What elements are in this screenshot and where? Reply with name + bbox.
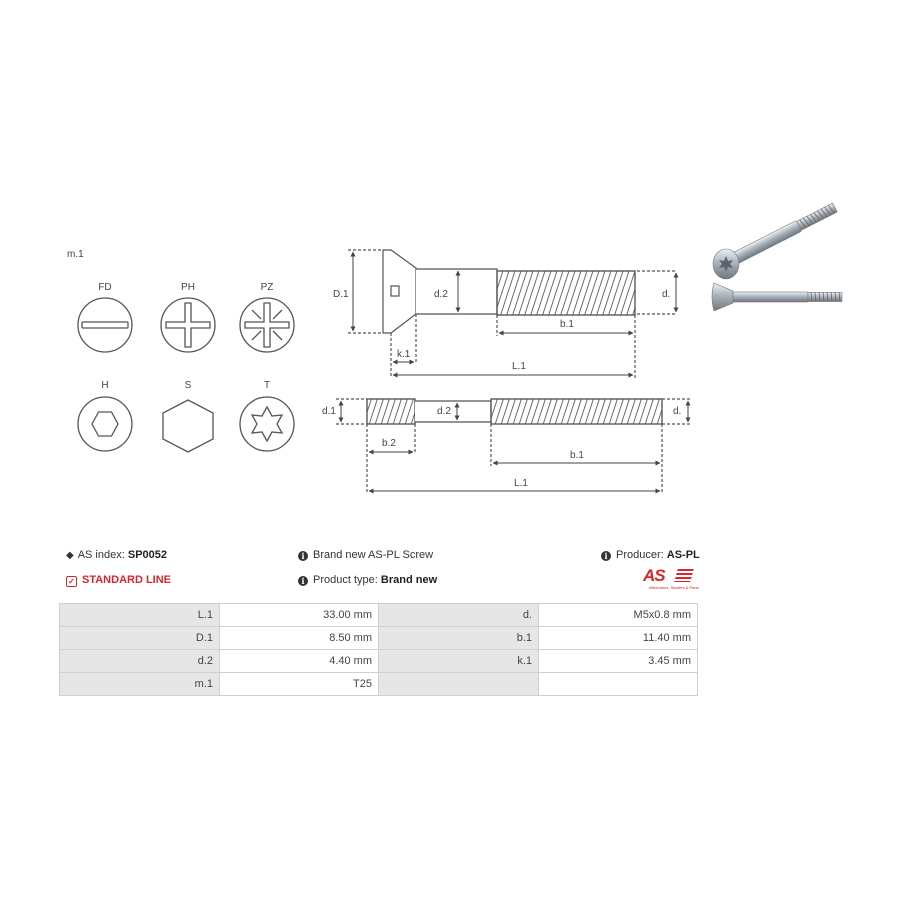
dim-label-L1: L.1	[512, 361, 526, 372]
dim-label-d2-stud: d.2	[437, 406, 451, 417]
dim-label-d: d.	[662, 289, 671, 300]
spec-label: d.2	[60, 650, 220, 673]
table-row	[60, 673, 698, 696]
spec-value: 11.40 mm	[539, 627, 698, 650]
head-type-label-pz: PZ	[260, 282, 274, 293]
table-row	[60, 604, 698, 627]
torx-head-icon	[240, 397, 294, 451]
spec-value: 4.40 mm	[220, 650, 379, 673]
dim-label-b1-stud: b.1	[570, 450, 584, 461]
spec-label: D.1	[60, 627, 220, 650]
spec-label: m.1	[60, 673, 220, 696]
hex-socket-head-icon	[78, 397, 132, 451]
producer: i Producer: AS-PL	[601, 549, 700, 561]
spec-value: 8.50 mm	[220, 627, 379, 650]
product-photo	[712, 202, 842, 311]
spec-label: d.	[379, 604, 539, 627]
spec-value	[539, 673, 698, 696]
product-type: i Product type: Brand new	[298, 574, 437, 586]
spec-value: T25	[220, 673, 379, 696]
check-square-icon: ✓	[66, 576, 77, 587]
as-index-value: SP0052	[127, 549, 168, 561]
dim-label-d1: d.1	[322, 406, 336, 417]
product-line: ✓ STANDARD LINE	[66, 574, 171, 587]
spec-label: b.1	[379, 627, 539, 650]
as-pl-logo: AS Alternators, Starters & Parts	[643, 566, 699, 590]
tags-icon: ◆	[66, 550, 74, 561]
info-icon: i	[298, 576, 308, 586]
phillips-head-icon	[161, 298, 215, 352]
spec-label: L.1	[60, 604, 220, 627]
pozidriv-head-icon	[240, 298, 294, 352]
as-index: ◆ AS index: SP0052	[66, 549, 168, 561]
info-icon: i	[601, 551, 611, 561]
dim-label-L1-stud: L.1	[514, 478, 528, 489]
dim-label-D1: D.1	[333, 289, 349, 300]
head-type-label-h: H	[101, 380, 109, 391]
dim-label-d-stud: d.	[673, 406, 682, 417]
dim-label-b1: b.1	[560, 319, 574, 330]
spec-label	[379, 673, 539, 696]
slotted-head-icon	[78, 298, 132, 352]
table-row	[60, 627, 698, 650]
spec-label: k.1	[379, 650, 539, 673]
head-type-label-fd: FD	[98, 282, 112, 293]
head-types-title: m.1	[67, 249, 84, 260]
description: i Brand new AS-PL Screw	[298, 549, 433, 561]
spec-value: M5x0.8 mm	[539, 604, 698, 627]
dim-label-k1: k.1	[397, 349, 411, 360]
head-type-label-s: S	[184, 380, 192, 391]
product-type-value: Brand new	[380, 574, 438, 586]
info-icon: i	[298, 551, 308, 561]
producer-value: AS-PL	[666, 549, 700, 561]
spec-value: 33.00 mm	[220, 604, 379, 627]
dim-label-b2: b.2	[382, 438, 396, 449]
spec-table	[59, 603, 698, 696]
logo-stripes-icon	[674, 569, 693, 582]
head-type-label-t: T	[263, 380, 271, 391]
head-type-label-ph: PH	[181, 282, 195, 293]
spec-value: 3.45 mm	[539, 650, 698, 673]
dim-label-d2: d.2	[434, 289, 448, 300]
table-row	[60, 650, 698, 673]
hex-head-icon	[163, 400, 213, 452]
